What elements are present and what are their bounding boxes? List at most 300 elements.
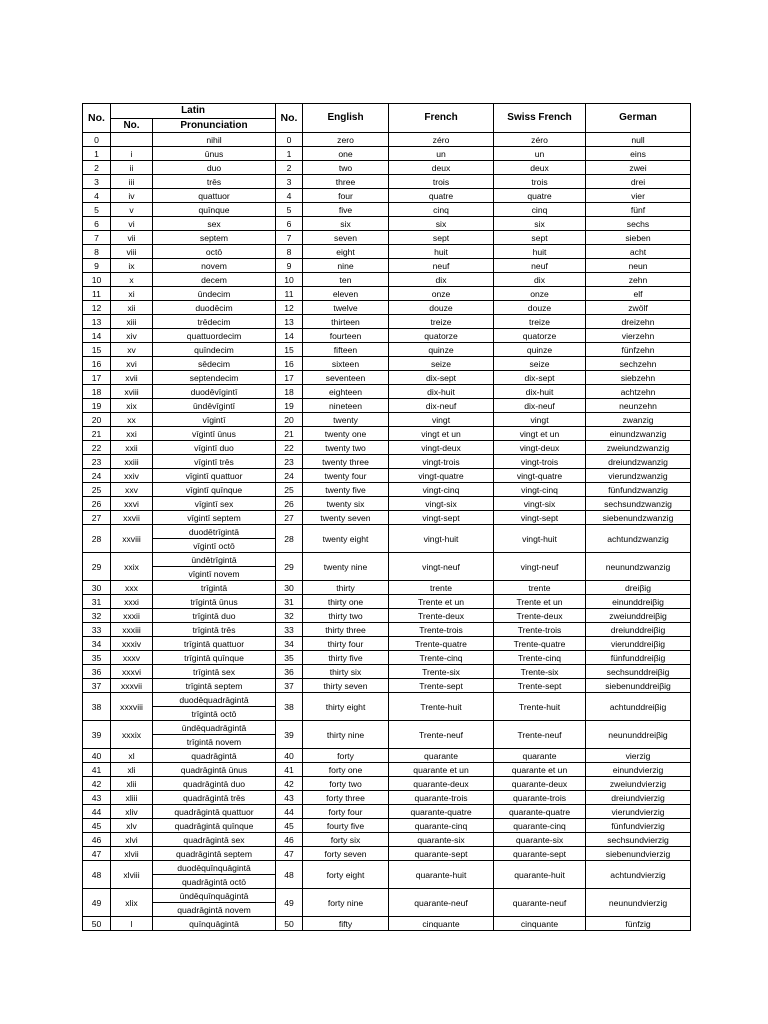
cell-german: siebenunddreiβig	[586, 679, 691, 693]
cell-english: five	[303, 203, 389, 217]
cell-swiss-french: trois	[494, 175, 586, 189]
cell-english: thirty four	[303, 637, 389, 651]
cell-number: 46	[83, 833, 111, 847]
cell-number: 3	[83, 175, 111, 189]
cell-german: dreiundvierzig	[586, 791, 691, 805]
cell-french: vingt-huit	[389, 525, 494, 553]
cell-latin: trīgintā sex	[153, 665, 276, 679]
cell-french: dix-neuf	[389, 399, 494, 413]
cell-french: sept	[389, 231, 494, 245]
cell-french: vingt-sept	[389, 511, 494, 525]
cell-roman: xl	[111, 749, 153, 763]
cell-german: sechsundvierzig	[586, 833, 691, 847]
table-row	[83, 847, 691, 861]
cell-german: zehn	[586, 273, 691, 287]
cell-roman: xxxvi	[111, 665, 153, 679]
cell-german: fünfzehn	[586, 343, 691, 357]
cell-roman	[111, 133, 153, 147]
header-french: French	[389, 104, 494, 133]
cell-english: forty two	[303, 777, 389, 791]
cell-french: dix	[389, 273, 494, 287]
cell-roman: xxxviii	[111, 693, 153, 721]
cell-number: 44	[83, 805, 111, 819]
cell-french: vingt et un	[389, 427, 494, 441]
cell-english: thirteen	[303, 315, 389, 329]
cell-roman: xxv	[111, 483, 153, 497]
cell-german: sechzehn	[586, 357, 691, 371]
cell-number: 40	[83, 749, 111, 763]
table-row	[83, 889, 691, 903]
cell-number: 49	[83, 889, 111, 917]
header-no-2: No.	[276, 104, 303, 133]
cell-roman: viii	[111, 245, 153, 259]
cell-english: thirty	[303, 581, 389, 595]
table-body	[83, 133, 691, 931]
cell-number-2: 25	[276, 483, 303, 497]
cell-swiss-french: quarante-sept	[494, 847, 586, 861]
table-row	[83, 553, 691, 567]
cell-number-2: 43	[276, 791, 303, 805]
cell-french: quarante-cinq	[389, 819, 494, 833]
table-row	[83, 427, 691, 441]
cell-number-2: 49	[276, 889, 303, 917]
cell-number-2: 8	[276, 245, 303, 259]
table-row	[83, 609, 691, 623]
cell-roman: xlvii	[111, 847, 153, 861]
cell-number-2: 5	[276, 203, 303, 217]
cell-swiss-french: Trente-quatre	[494, 637, 586, 651]
cell-latin: nihil	[153, 133, 276, 147]
cell-latin: octō	[153, 245, 276, 259]
cell-french: Trente-cinq	[389, 651, 494, 665]
cell-number: 42	[83, 777, 111, 791]
cell-english: zero	[303, 133, 389, 147]
cell-german: siebenundvierzig	[586, 847, 691, 861]
cell-roman: xx	[111, 413, 153, 427]
cell-roman: xviii	[111, 385, 153, 399]
cell-german: dreiundzwanzig	[586, 455, 691, 469]
cell-latin: quadrāgintā trēs	[153, 791, 276, 805]
cell-german: zweiundzwanzig	[586, 441, 691, 455]
cell-german: einundvierzig	[586, 763, 691, 777]
cell-number: 39	[83, 721, 111, 749]
cell-number-2: 18	[276, 385, 303, 399]
cell-latin: quīndecim	[153, 343, 276, 357]
cell-number-2: 23	[276, 455, 303, 469]
cell-number: 43	[83, 791, 111, 805]
cell-roman: xxii	[111, 441, 153, 455]
cell-latin: quadrāgintā quattuor	[153, 805, 276, 819]
cell-french: quarante	[389, 749, 494, 763]
cell-number-2: 12	[276, 301, 303, 315]
cell-number: 29	[83, 553, 111, 581]
cell-latin: quattuordecim	[153, 329, 276, 343]
cell-number-2: 50	[276, 917, 303, 931]
cell-number-2: 20	[276, 413, 303, 427]
cell-french: Trente-quatre	[389, 637, 494, 651]
cell-french: quarante-quatre	[389, 805, 494, 819]
cell-german: neununddreiβig	[586, 721, 691, 749]
cell-roman: xxxii	[111, 609, 153, 623]
cell-french: vingt-quatre	[389, 469, 494, 483]
cell-french: Trente et un	[389, 595, 494, 609]
cell-swiss-french: treize	[494, 315, 586, 329]
cell-english: forty nine	[303, 889, 389, 917]
cell-german: siebenundzwanzig	[586, 511, 691, 525]
cell-swiss-french: quarante-neuf	[494, 889, 586, 917]
cell-german: fünfundvierzig	[586, 819, 691, 833]
cell-number-2: 3	[276, 175, 303, 189]
cell-french: douze	[389, 301, 494, 315]
table-row	[83, 497, 691, 511]
cell-german: drei	[586, 175, 691, 189]
cell-german: zweiunddreiβig	[586, 609, 691, 623]
cell-french: vingt-trois	[389, 455, 494, 469]
cell-roman: v	[111, 203, 153, 217]
cell-roman: i	[111, 147, 153, 161]
cell-roman: xvi	[111, 357, 153, 371]
cell-latin: quadrāgintā octō	[153, 875, 276, 889]
cell-french: vingt-neuf	[389, 553, 494, 581]
cell-latin: vīgintī quīnque	[153, 483, 276, 497]
cell-number: 41	[83, 763, 111, 777]
header-german: German	[586, 104, 691, 133]
cell-german: vierundvierzig	[586, 805, 691, 819]
cell-swiss-french: vingt-cinq	[494, 483, 586, 497]
cell-number-2: 16	[276, 357, 303, 371]
cell-french: quarante-deux	[389, 777, 494, 791]
cell-french: onze	[389, 287, 494, 301]
cell-swiss-french: trente	[494, 581, 586, 595]
table-row	[83, 861, 691, 875]
cell-swiss-french: Trente-sept	[494, 679, 586, 693]
cell-number: 45	[83, 819, 111, 833]
table-row	[83, 133, 691, 147]
table-row	[83, 231, 691, 245]
cell-number-2: 26	[276, 497, 303, 511]
cell-swiss-french: Trente-trois	[494, 623, 586, 637]
cell-latin: septem	[153, 231, 276, 245]
table-row	[83, 315, 691, 329]
cell-english: twenty five	[303, 483, 389, 497]
cell-latin: quīnquāgintā	[153, 917, 276, 931]
cell-roman: iii	[111, 175, 153, 189]
header-latin: Latin	[111, 104, 276, 119]
cell-french: vingt	[389, 413, 494, 427]
cell-english: twenty eight	[303, 525, 389, 553]
cell-french: deux	[389, 161, 494, 175]
table-row	[83, 441, 691, 455]
cell-latin: trīgintā octō	[153, 707, 276, 721]
cell-swiss-french: six	[494, 217, 586, 231]
cell-number-2: 21	[276, 427, 303, 441]
cell-number-2: 31	[276, 595, 303, 609]
cell-swiss-french: dix-huit	[494, 385, 586, 399]
cell-roman: ii	[111, 161, 153, 175]
cell-swiss-french: onze	[494, 287, 586, 301]
cell-latin: duodētrīgintā	[153, 525, 276, 539]
cell-number: 15	[83, 343, 111, 357]
cell-latin: duo	[153, 161, 276, 175]
cell-number-2: 15	[276, 343, 303, 357]
cell-latin: sēdecim	[153, 357, 276, 371]
cell-number: 4	[83, 189, 111, 203]
cell-english: forty four	[303, 805, 389, 819]
cell-latin: trīgintā	[153, 581, 276, 595]
cell-german: fünf	[586, 203, 691, 217]
table-row	[83, 217, 691, 231]
table-row	[83, 917, 691, 931]
table-row	[83, 581, 691, 595]
cell-english: twenty	[303, 413, 389, 427]
table-row	[83, 245, 691, 259]
cell-number-2: 13	[276, 315, 303, 329]
cell-swiss-french: vingt et un	[494, 427, 586, 441]
cell-french: quarante-neuf	[389, 889, 494, 917]
cell-roman: xxxi	[111, 595, 153, 609]
cell-number-2: 4	[276, 189, 303, 203]
cell-swiss-french: sept	[494, 231, 586, 245]
cell-number-2: 34	[276, 637, 303, 651]
cell-number-2: 48	[276, 861, 303, 889]
cell-french: vingt-deux	[389, 441, 494, 455]
cell-french: Trente-trois	[389, 623, 494, 637]
cell-swiss-french: quinze	[494, 343, 586, 357]
cell-german: eins	[586, 147, 691, 161]
cell-roman: xxiv	[111, 469, 153, 483]
cell-latin: vīgintī septem	[153, 511, 276, 525]
cell-german: sieben	[586, 231, 691, 245]
cell-english: twenty three	[303, 455, 389, 469]
cell-english: twenty two	[303, 441, 389, 455]
cell-english: seventeen	[303, 371, 389, 385]
cell-latin: decem	[153, 273, 276, 287]
cell-swiss-french: dix	[494, 273, 586, 287]
cell-number: 35	[83, 651, 111, 665]
cell-number-2: 14	[276, 329, 303, 343]
cell-number: 24	[83, 469, 111, 483]
cell-latin: trīgintā duo	[153, 609, 276, 623]
cell-latin: trīgintā quīnque	[153, 651, 276, 665]
cell-english: three	[303, 175, 389, 189]
cell-number-2: 46	[276, 833, 303, 847]
table-row	[83, 721, 691, 735]
cell-swiss-french: un	[494, 147, 586, 161]
cell-number-2: 39	[276, 721, 303, 749]
cell-number-2: 38	[276, 693, 303, 721]
cell-roman: xxxiv	[111, 637, 153, 651]
cell-number: 6	[83, 217, 111, 231]
cell-german: neunundzwanzig	[586, 553, 691, 581]
cell-number-2: 32	[276, 609, 303, 623]
cell-number-2: 36	[276, 665, 303, 679]
cell-english: forty	[303, 749, 389, 763]
cell-number-2: 17	[276, 371, 303, 385]
cell-number-2: 35	[276, 651, 303, 665]
cell-latin: ūndēquadrāgintā	[153, 721, 276, 735]
cell-english: thirty five	[303, 651, 389, 665]
cell-number: 5	[83, 203, 111, 217]
table-row	[83, 329, 691, 343]
table-row	[83, 259, 691, 273]
cell-latin: duodēcim	[153, 301, 276, 315]
cell-number: 27	[83, 511, 111, 525]
cell-roman: xli	[111, 763, 153, 777]
cell-german: neunzehn	[586, 399, 691, 413]
cell-swiss-french: quarante-six	[494, 833, 586, 847]
table-row	[83, 413, 691, 427]
table-row	[83, 189, 691, 203]
cell-german: vierzehn	[586, 329, 691, 343]
cell-swiss-french: seize	[494, 357, 586, 371]
cell-latin: vīgintī trēs	[153, 455, 276, 469]
cell-number: 30	[83, 581, 111, 595]
table-row	[83, 525, 691, 539]
cell-number-2: 6	[276, 217, 303, 231]
cell-latin: ūnus	[153, 147, 276, 161]
table-row	[83, 357, 691, 371]
cell-french: un	[389, 147, 494, 161]
cell-number: 28	[83, 525, 111, 553]
cell-roman: xxxiii	[111, 623, 153, 637]
cell-number: 2	[83, 161, 111, 175]
cell-swiss-french: cinquante	[494, 917, 586, 931]
header-english: English	[303, 104, 389, 133]
cell-number: 14	[83, 329, 111, 343]
cell-french: trente	[389, 581, 494, 595]
cell-english: twenty one	[303, 427, 389, 441]
cell-french: quatorze	[389, 329, 494, 343]
cell-english: forty eight	[303, 861, 389, 889]
cell-number: 10	[83, 273, 111, 287]
cell-number-2: 30	[276, 581, 303, 595]
cell-roman: xxiii	[111, 455, 153, 469]
cell-french: Trente-six	[389, 665, 494, 679]
cell-english: six	[303, 217, 389, 231]
table-row	[83, 287, 691, 301]
cell-latin: sex	[153, 217, 276, 231]
cell-french: vingt-six	[389, 497, 494, 511]
header-pronunciation: Pronunciation	[153, 119, 276, 133]
cell-roman: xiv	[111, 329, 153, 343]
cell-latin: quadrāgintā ūnus	[153, 763, 276, 777]
cell-german: dreiunddreiβig	[586, 623, 691, 637]
cell-number: 48	[83, 861, 111, 889]
cell-number-2: 29	[276, 553, 303, 581]
cell-french: trois	[389, 175, 494, 189]
cell-number-2: 45	[276, 819, 303, 833]
cell-french: quarante-huit	[389, 861, 494, 889]
cell-roman: vii	[111, 231, 153, 245]
cell-roman: xxvi	[111, 497, 153, 511]
cell-french: dix-sept	[389, 371, 494, 385]
cell-german: vierunddreiβig	[586, 637, 691, 651]
cell-number: 1	[83, 147, 111, 161]
cell-number-2: 24	[276, 469, 303, 483]
header-swiss-french: Swiss French	[494, 104, 586, 133]
cell-english: twenty seven	[303, 511, 389, 525]
cell-english: nineteen	[303, 399, 389, 413]
cell-number-2: 27	[276, 511, 303, 525]
cell-swiss-french: neuf	[494, 259, 586, 273]
cell-number-2: 33	[276, 623, 303, 637]
cell-french: quarante-sept	[389, 847, 494, 861]
cell-latin: quattuor	[153, 189, 276, 203]
cell-swiss-french: quatre	[494, 189, 586, 203]
cell-english: twenty nine	[303, 553, 389, 581]
cell-english: thirty nine	[303, 721, 389, 749]
cell-german: sechsundzwanzig	[586, 497, 691, 511]
cell-latin: quadrāgintā quīnque	[153, 819, 276, 833]
cell-swiss-french: quatorze	[494, 329, 586, 343]
cell-french: treize	[389, 315, 494, 329]
table-row	[83, 399, 691, 413]
cell-german: dreizehn	[586, 315, 691, 329]
cell-german: achtzehn	[586, 385, 691, 399]
cell-english: fifteen	[303, 343, 389, 357]
cell-roman: xlii	[111, 777, 153, 791]
cell-latin: novem	[153, 259, 276, 273]
cell-roman: xiii	[111, 315, 153, 329]
cell-french: Trente-neuf	[389, 721, 494, 749]
table-row	[83, 679, 691, 693]
cell-latin: quadrāgintā sex	[153, 833, 276, 847]
cell-latin: trīgintā novem	[153, 735, 276, 749]
cell-number: 12	[83, 301, 111, 315]
cell-swiss-french: vingt-deux	[494, 441, 586, 455]
table-row	[83, 777, 691, 791]
table-row	[83, 273, 691, 287]
cell-latin: duodēquadrāgintā	[153, 693, 276, 707]
cell-number: 31	[83, 595, 111, 609]
cell-latin: vīgintī quattuor	[153, 469, 276, 483]
cell-swiss-french: quarante-huit	[494, 861, 586, 889]
cell-swiss-french: vingt-neuf	[494, 553, 586, 581]
cell-number: 11	[83, 287, 111, 301]
cell-english: two	[303, 161, 389, 175]
cell-german: fünfundzwanzig	[586, 483, 691, 497]
cell-latin: quadrāgintā septem	[153, 847, 276, 861]
cell-roman: xlviii	[111, 861, 153, 889]
cell-swiss-french: douze	[494, 301, 586, 315]
cell-german: fünfzig	[586, 917, 691, 931]
table-row	[83, 385, 691, 399]
cell-swiss-french: Trente et un	[494, 595, 586, 609]
cell-number: 37	[83, 679, 111, 693]
cell-latin: vīgintī octō	[153, 539, 276, 553]
cell-english: thirty seven	[303, 679, 389, 693]
cell-german: zwei	[586, 161, 691, 175]
cell-swiss-french: vingt-six	[494, 497, 586, 511]
cell-number: 50	[83, 917, 111, 931]
table-row	[83, 665, 691, 679]
cell-french: dix-huit	[389, 385, 494, 399]
cell-number-2: 9	[276, 259, 303, 273]
cell-number-2: 0	[276, 133, 303, 147]
cell-number-2: 41	[276, 763, 303, 777]
cell-number-2: 28	[276, 525, 303, 553]
cell-roman: xliv	[111, 805, 153, 819]
table-row	[83, 511, 691, 525]
cell-german: sechs	[586, 217, 691, 231]
cell-roman: xxxv	[111, 651, 153, 665]
cell-number: 8	[83, 245, 111, 259]
cell-latin: trīgintā trēs	[153, 623, 276, 637]
cell-roman: xlix	[111, 889, 153, 917]
cell-roman: xv	[111, 343, 153, 357]
cell-number-2: 47	[276, 847, 303, 861]
cell-roman: xvii	[111, 371, 153, 385]
